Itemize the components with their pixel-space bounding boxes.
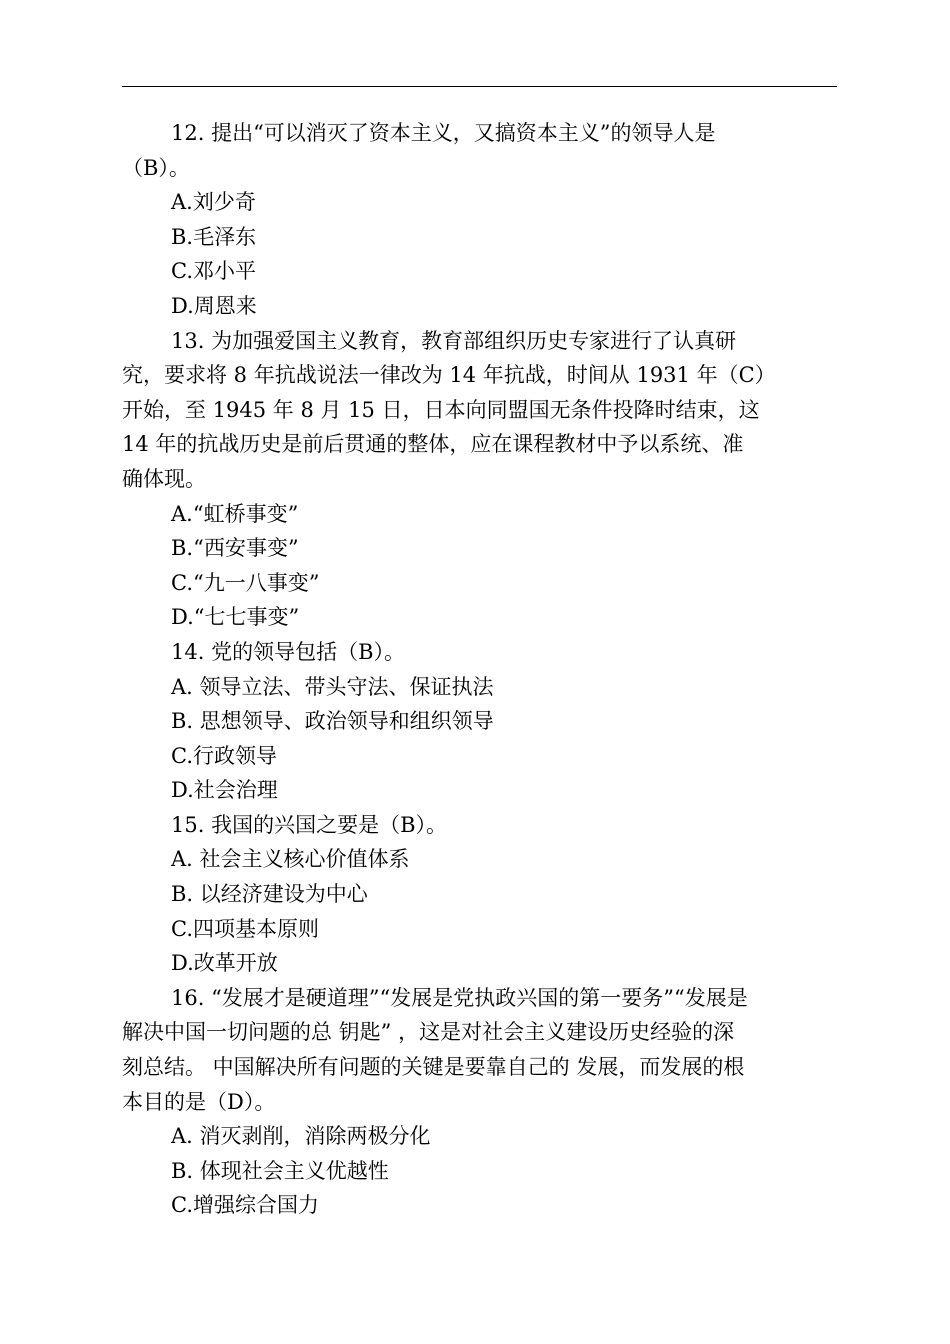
- option-b: B. 以经济建设为中心: [171, 882, 368, 907]
- question-stem-line: 12. 提出“可以消灭了资本主义，又搞资本主义”的领导人是: [171, 121, 716, 145]
- option-b: B.毛泽东: [171, 224, 257, 249]
- option-b: B. 体现社会主义优越性: [171, 1158, 389, 1183]
- question-stem-line: 13. 为加强爱国主义教育，教育部组织历史专家进行了认真研: [171, 328, 737, 353]
- option-a: A.“虹桥事变”: [171, 501, 299, 526]
- question-stem-line: 究，要求将 8 年抗战说法一律改为 14 年抗战，时间从 1931 年（C）: [122, 363, 776, 388]
- question-stem-line: 本目的是（D）。: [122, 1089, 276, 1114]
- question-stem-line: 15. 我国的兴国之要是（B）。: [171, 812, 448, 837]
- option-a: A. 社会主义核心价值体系: [171, 847, 410, 872]
- option-d: D.社会治理: [171, 778, 278, 803]
- option-c: C.增强综合国力: [171, 1193, 319, 1218]
- option-b: B. 思想领导、政治领导和组织领导: [171, 709, 494, 734]
- option-d: D.“七七事变”: [171, 605, 300, 630]
- option-c: C.行政领导: [171, 743, 277, 768]
- question-15: [122, 808, 837, 981]
- question-stem-line: 开始，至 1945 年 8 月 15 日，日本向同盟国无条件投降时结束，这: [122, 397, 760, 422]
- option-d: D.改革开放: [171, 951, 278, 976]
- question-list: [122, 116, 837, 1223]
- question-stem-line: 刻总结。 中国解决所有问题的关键是要靠自己的 发展，而发展的根: [122, 1055, 745, 1080]
- question-stem-line: 16. “发展才是硬道理”“发展是党执政兴国的第一要务”“发展是: [171, 985, 748, 1010]
- question-stem-line: 解决中国一切问题的总 钥匙” ，这是对社会主义建设历史经验的深: [122, 1020, 735, 1045]
- question-14: [122, 635, 837, 808]
- question-stem-line: （B）。: [122, 155, 190, 180]
- option-c: C.四项基本原则: [171, 916, 319, 941]
- question-13: [122, 324, 837, 635]
- question-stem-line: 确体现。: [122, 466, 206, 491]
- question-16: [122, 981, 837, 1223]
- question-stem-line: 14 年的抗战历史是前后贯通的整体，应在课程教材中予以系统、准: [122, 432, 744, 457]
- option-a: A. 领导立法、带头守法、保证执法: [171, 674, 494, 699]
- question-12: [122, 116, 837, 324]
- header-rule: [122, 86, 837, 87]
- option-a: A.刘少奇: [171, 190, 256, 215]
- option-c: C.“九一八事变”: [171, 570, 320, 595]
- option-a: A. 消灭剥削，消除两极分化: [171, 1124, 431, 1149]
- option-b: B.“西安事变”: [171, 536, 299, 561]
- option-d: D.周恩来: [171, 293, 257, 318]
- option-c: C.邓小平: [171, 259, 256, 284]
- question-stem-line: 14. 党的领导包括（B）。: [171, 639, 406, 664]
